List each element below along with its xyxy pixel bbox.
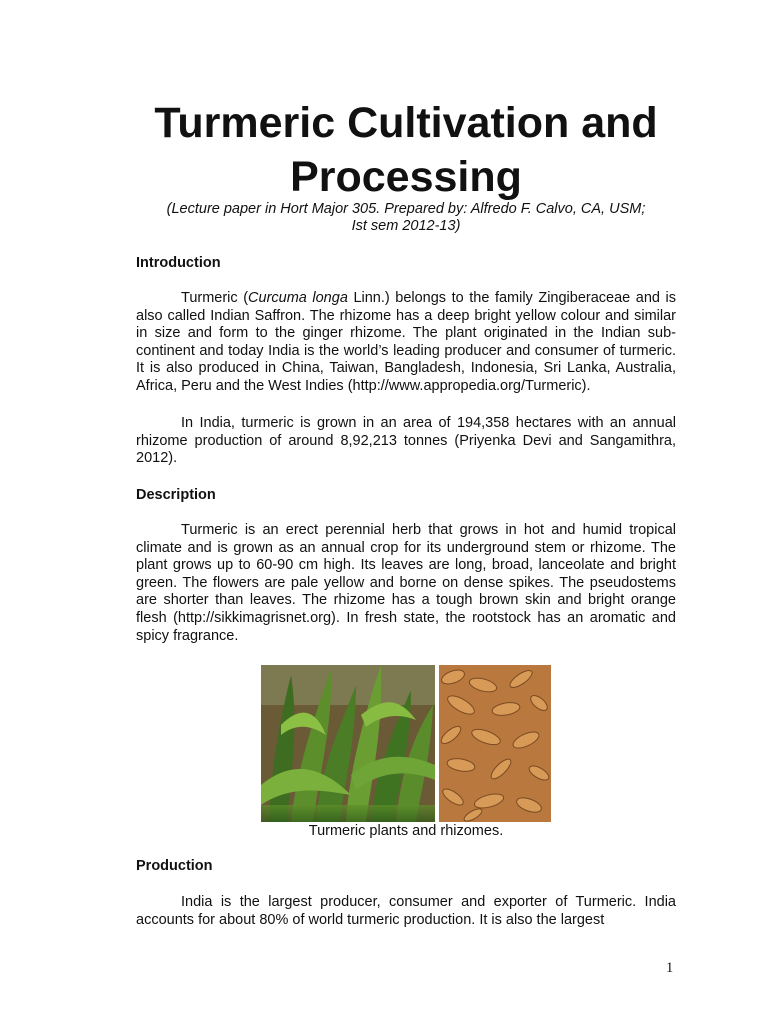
intro-text-b: Linn.) belongs to the family Zingiberaceae and is also called Indian Saffron. The rhizome has a deep bright yellow colour and similar in size and form to the ginger rhizome. The plant originated in the Indian sub-continent and today India is the world’s leading producer and consumer of turmeric. It is also produced in China, Taiwan, Bangladesh, Indonesia, Sri Lanka, Australia, Africa, Peru and the West Indies (http://www.appropedia.org/Turmeric). [136, 290, 677, 394]
figure-caption: Turmeric plants and rhizomes. [308, 823, 504, 839]
description-heading: Description [136, 487, 216, 503]
introduction-heading: Introduction [136, 255, 221, 271]
turmeric-plants-photo [261, 665, 435, 822]
intro-text-a: Turmeric ( [181, 290, 249, 306]
turmeric-rhizomes-photo [439, 665, 551, 822]
subtitle-line-2: Ist sem 2012-13) [351, 218, 461, 234]
intro-scientific-name: Curcuma longa [248, 290, 348, 306]
document-title: Turmeric Cultivation and Processing [154, 99, 658, 201]
subtitle-line-1: (Lecture paper in Hort Major 305. Prepared by: Alfredo F. Calvo, CA, USM; [166, 201, 646, 217]
production-heading: Production [136, 858, 213, 874]
page-number: 1 [666, 960, 674, 976]
introduction-paragraph-1 [136, 290, 676, 396]
description-paragraph: Turmeric is an erect perennial herb that grows in hot and humid tropical climate and is grown as an annual crop for its underground stem or rhizome. The plant grows up to 60-90 cm high. Its leaves are long, broad, lanceolate and bright green. The flowers are pale yellow and borne on dense spikes. The pseudostems are shorter than leaves. The rhizome has a tough brown skin and bright orange flesh (http://sikkimagrisnet.org). In fresh state, the rootstock has an aromatic and spicy fragrance. [136, 522, 676, 644]
document-subtitle [136, 201, 676, 235]
production-paragraph: India is the largest producer, consumer and exporter of Turmeric. India accounts for about 80% of world turmeric production. It is also the largest [136, 894, 676, 928]
turmeric-figure [261, 665, 551, 822]
introduction-paragraph-2: In India, turmeric is grown in an area of 194,358 hectares with an annual rhizome production of around 8,92,213 tonnes (Priyenka Devi and Sangamithra, 2012). [136, 415, 676, 467]
